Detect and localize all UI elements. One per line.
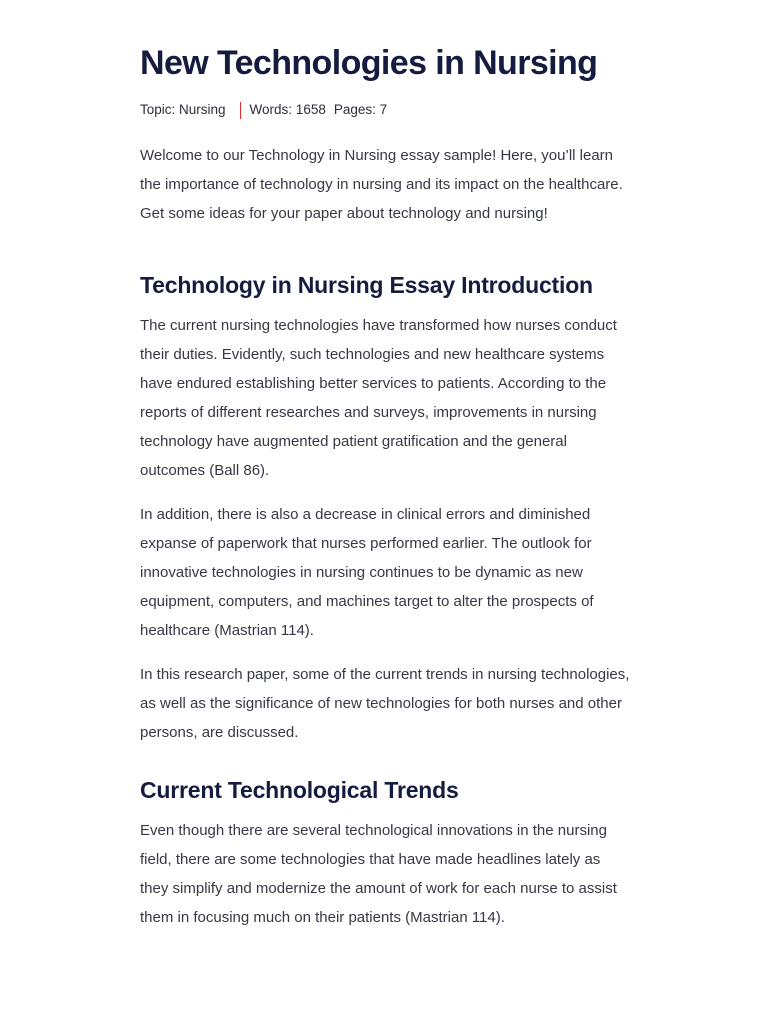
body-paragraph: Even though there are several technological innovations in the nursing field, there are some technologies that have made headlines lately as they simplify and modernize the amount of work for each nurse to assist them in focusing much on their patients (Mastrian 114). [140, 822, 617, 926]
section-introduction-heading-block [140, 270, 632, 300]
word-count: Words: 1658 [249, 102, 326, 117]
intro-block [140, 141, 632, 228]
section-heading: Technology in Nursing Essay Introduction [140, 272, 593, 298]
section-trends-heading-block [140, 775, 632, 805]
section-introduction-paragraph-3 [140, 660, 632, 747]
page-title: New Technologies in Nursing [140, 44, 598, 82]
section-heading: Current Technological Trends [140, 777, 459, 803]
body-paragraph: In addition, there is also a decrease in clinical errors and diminished expanse of paperwork that nurses performed earlier. The outlook for innovative technologies in nursing continues to be dynamic as new equipment, computers, and machines target to alter the prospects of healthcare (Mastrian 114). [140, 506, 594, 639]
page-count: Pages: 7 [333, 102, 388, 117]
body-paragraph: The current nursing technologies have transformed how nurses conduct their duties. Evidently, such technologies and new healthcare systems have endured establishing better services to patients. According to the reports of different researches and surveys, improvements in nursing technology have augmented patient gratification and the general outcomes (Ball 86). [140, 317, 617, 479]
section-trends-paragraph-1 [140, 816, 632, 932]
topic-label: Topic: Nursing [140, 102, 226, 117]
meta-divider [240, 102, 241, 119]
section-introduction-paragraph-2 [140, 500, 632, 645]
body-paragraph: In this research paper, some of the current trends in nursing technologies, as well as the significance of new technologies for both nurses and other persons, are discussed. [140, 666, 630, 741]
section-introduction-paragraph-1 [140, 311, 632, 485]
intro-paragraph: Welcome to our Technology in Nursing essay sample! Here, you’ll learn the importance of technology in nursing and its impact on the healthcare. Get some ideas for your paper about technology and nursing! [140, 147, 623, 222]
article-meta [140, 101, 387, 119]
